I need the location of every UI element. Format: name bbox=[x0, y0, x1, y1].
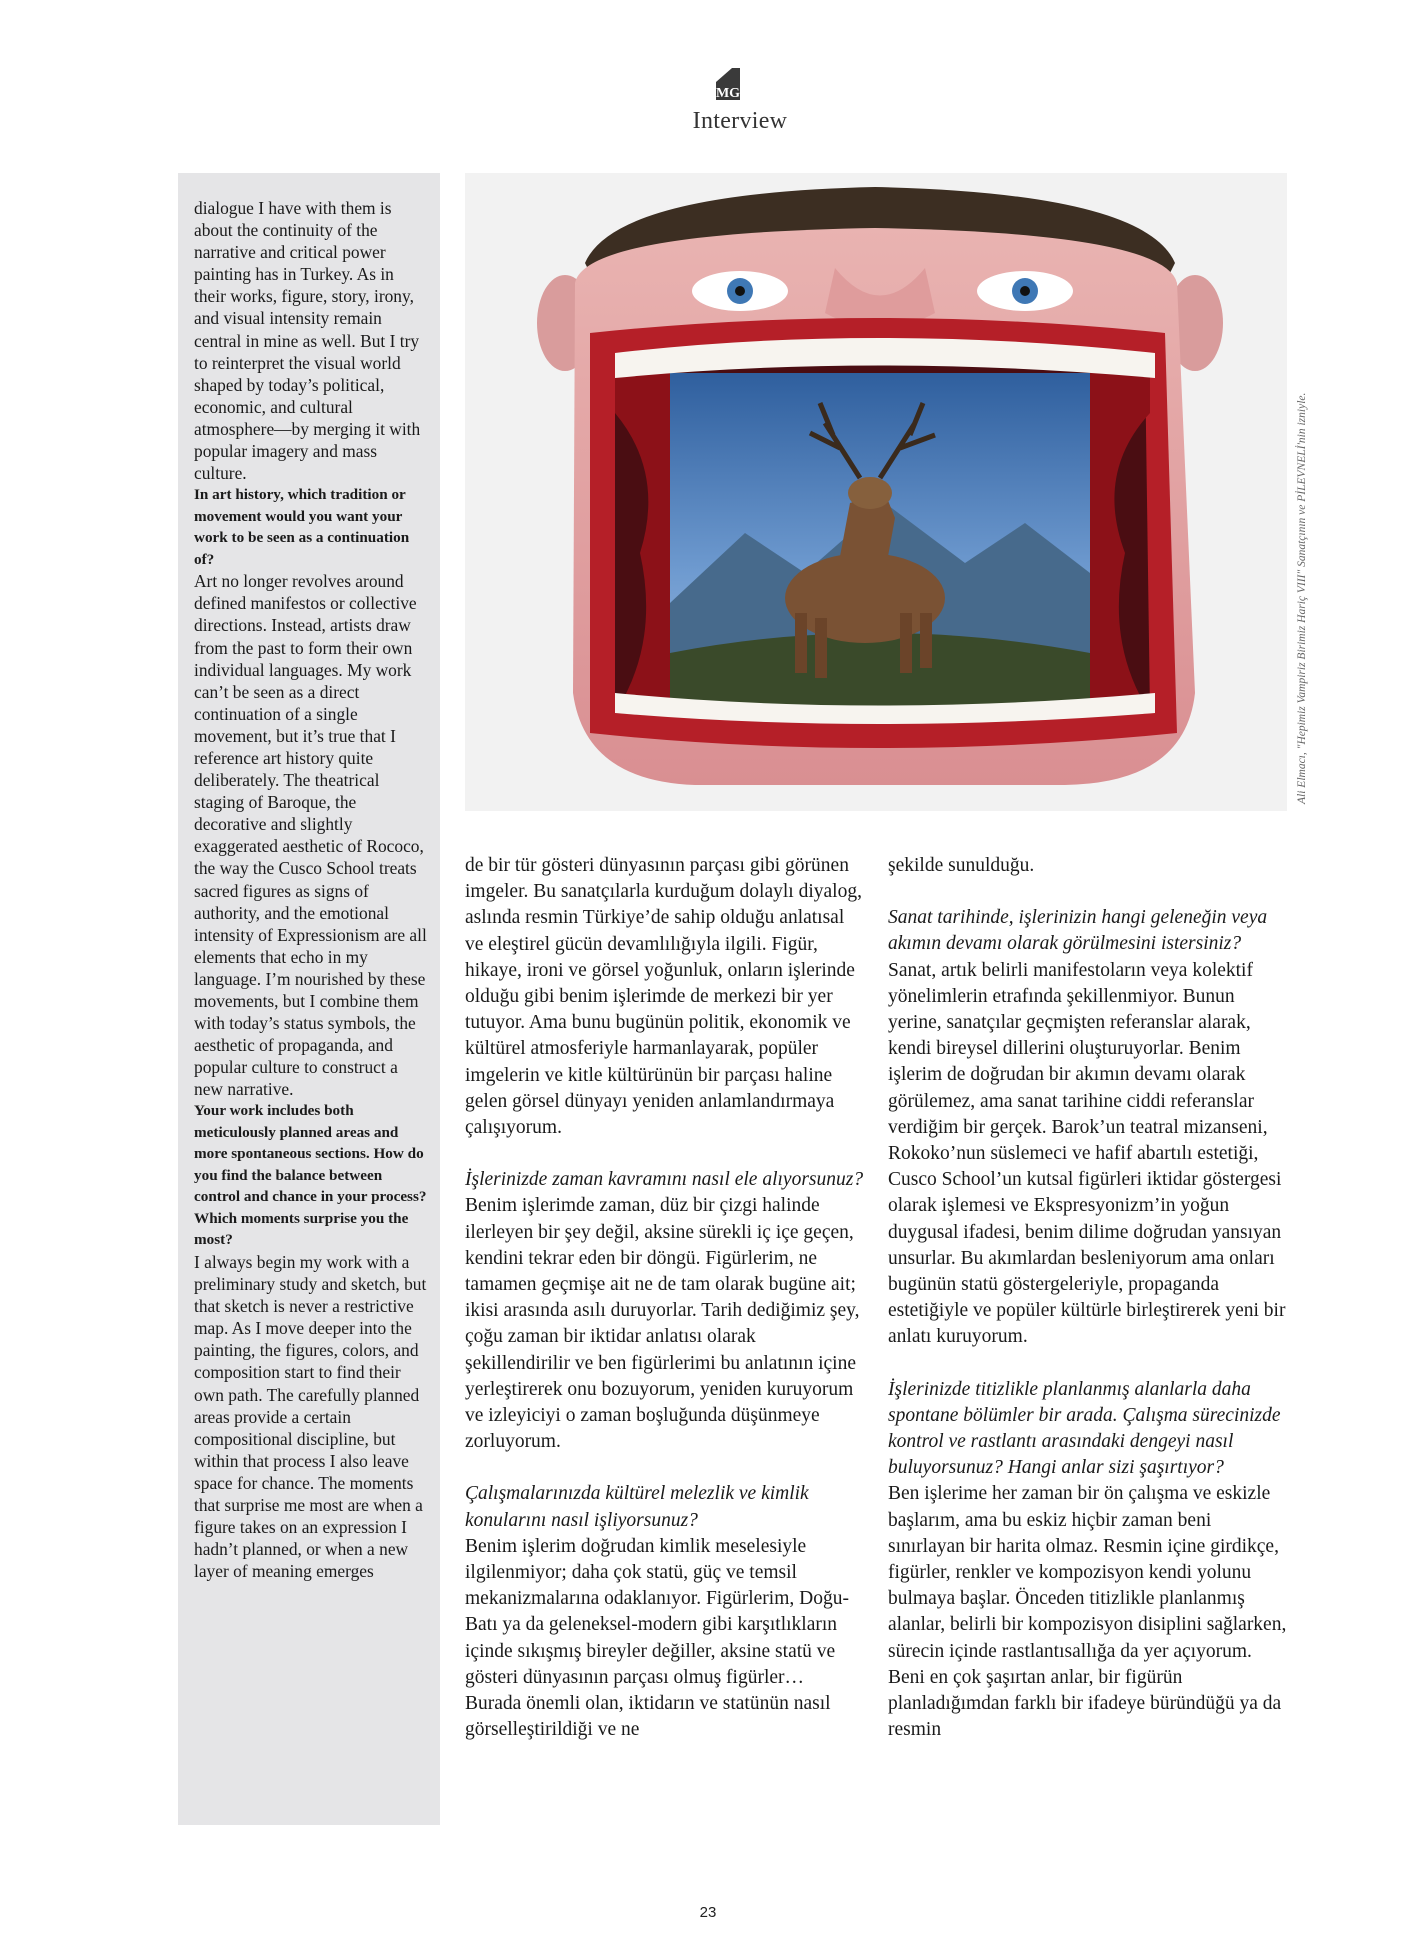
sidebar-answer: dialogue I have with them is about the continuity of the narrative and critical power painting has in Turkey. As in their works, figure, story, irony, and visual intensity remain central in mine as well. But I try to reinterpret the visual world shaped by today’s political, economic, and cultural atmosphere—by merging it with popular imagery and mass culture. bbox=[194, 198, 421, 484]
question-paragraph: Çalışmalarınızda kültürel melezlik ve kimlik konularını nasıl işliyorsunuz? bbox=[465, 1483, 809, 1531]
answer-paragraph: Benim işlerimde zaman, düz bir çizgi halinde ilerleyen bir şey değil, aksine sürekli iç içe geçen, kendini tekrar eden bir döngü. Figürlerim, ne tamamen geçmişe ait ne de tam olarak bugüne ait; ikisi arasında asılı duruyorlar. Tarih dediğimiz şey, çoğu zaman bir iktidar anlatısı olarak şekillendirilir ve ben figürlerimi bu anlatının içine yerleştirerek onu bozuyorum, yeniden kuruyorum ve izleyiciyi o zaman boşluğunda düşünmeye zorluyorum. bbox=[465, 1195, 860, 1453]
answer-paragraph: Ben işlerime her zaman bir ön çalışma ve eskizle başlarım, ama bu eskiz hiçbir zaman beni sınırlayan bir harita olmaz. Resmin içine girdikçe, figürler, renkler ve kompozisyon kendi yolunu bulmaya başlar. Önceden titizlikle planlanmış alanlar, belirli bir kompozisyon disiplini sağlarken, sürecin içinde rastlantısallığa da yer açıyorum. Beni en çok şaşırtan anlar, bir figürün planladığımdan farklı bir ifadeye büründüğü ya da resmin bbox=[888, 1483, 1287, 1741]
question-paragraph: İşlerinizde zaman kavramını nasıl ele alıyorsunuz? bbox=[465, 1169, 864, 1191]
sidebar-answer: I always begin my work with a preliminary study and sketch, but that sketch is never a restrictive map. As I move deeper into the painting, the figures, colors, and composition start to find their own path. The carefully planned areas provide a certain compositional discipline, but within that process I also leave space for chance. The moments that surprise me most are when a figure takes on an expression I hadn’t planned, or when a new layer of meaning emerges bbox=[194, 1251, 427, 1582]
sidebar-question: Your work includes both meticulously planned areas and more spontaneous sections. How do you find the balance between control and chance in your process? Which moments surprise you the most? bbox=[194, 1102, 427, 1249]
answer-paragraph: Benim işlerim doğrudan kimlik meselesiyle ilgilenmiyor; daha çok statü, güç ve temsil mekanizmalarına odaklanıyor. Figürlerim, Doğu-Batı ya da geleneksel-modern gibi karşıtlıkların içinde sıkışmış bireyler değiller, aksine statü ve gösteri dünyasının parçası olmuş figürler… Burada önemli olan, iktidarın ve statünün nasıl görselleştirildiği ve ne bbox=[465, 1535, 849, 1741]
image-credit: Ali Elmacı, "Hepimiz Vampiriz Birimiz Hariç VIII" Sanatçının ve PİLEVNELİ'nin izniyle. bbox=[1296, 392, 1308, 804]
sidebar-question: In art history, which tradition or movement would you want your work to be seen as a continuation of? bbox=[194, 486, 410, 568]
article-column-2 bbox=[888, 853, 1288, 1744]
answer-paragraph: şekilde sunulduğu. bbox=[888, 855, 1035, 876]
section-title: Interview bbox=[692, 108, 788, 134]
question-paragraph: Sanat tarihinde, işlerinizin hangi geleneğin veya akımın devamı olarak görülmesini istersiniz? bbox=[888, 907, 1268, 955]
artwork-image bbox=[465, 173, 1287, 811]
question-paragraph: İşlerinizde titizlikle planlanmış alanlarla daha spontane bölümler bir arada. Çalışma sürecinizde kontrol ve rastlantı arasındaki dengeyi nasıl buluyorsunuz? Hangi anlar sizi şaşırtıyor? bbox=[888, 1378, 1281, 1479]
mg-logo bbox=[708, 66, 748, 106]
answer-paragraph: Sanat, artık belirli manifestoların veya kolektif yönelimlerin etrafında şekillenmiyor. Bunun yerine, sanatçılar geçmişten referanslar alarak, kendi bireysel dillerini oluşturuyorlar. Benim işlerim de doğrudan bir akımın devamı olarak görülemez, ama sanat tarihine ciddi referanslar verdiğim bir gerçek. Barok’un teatral mizanseni, Rokoko’nun süslemeci ve hafif abartılı estetiği, Cusco School’un kutsal figürleri iktidar göstergesi olarak işlemesi ve Ekspresyonizm’in yoğun duygusal ifadesi, benim dilime doğrudan yansıyan unsurlar. Bu akımlardan besleniyorum ama onları bugünün statü göstergeleriyle, propaganda estetiğiyle ve popüler kültürle birleştirerek yeni bir anlatı kuruyorum. bbox=[888, 959, 1286, 1348]
logo-text: MG bbox=[715, 86, 741, 101]
sidebar-answer: Art no longer revolves around defined manifestos or collective directions. Instead, artists draw from the past to form their own individual languages. My work can’t be seen as a direct continuation of a single movement, but it’s true that I reference art history quite deliberately. The theatrical staging of Baroque, the decorative and slightly exaggerated aesthetic of Rococo, the way the Cusco School treats sacred figures as signs of authority, and the emotional intensity of Expressionism are all elements that echo in my language. I’m nourished by these movements, but I combine them with today’s status symbols, the aesthetic of propaganda, and popular culture to construct a new narrative. bbox=[194, 571, 427, 1100]
article-column-1 bbox=[465, 853, 865, 1744]
sidebar-column bbox=[178, 173, 440, 1825]
answer-paragraph: de bir tür gösteri dünyasının parçası gibi görünen imgeler. Bu sanatçılarla kurduğum dolaylı diyalog, aslında resmin Türkiye’de sahip olduğu anlatısal ve eleştirel gücün devamlılığıyla ilgili. Figür, hikaye, ironi ve görsel yoğunluk, onların işlerinde olduğu gibi benim işlerimde de merkezi bir yer tutuyor. Ama bunu bugünün politik, ekonomik ve kültürel atmosferiyle harmanlayarak, popüler imgelerin ve kitle kültürünün bir parçası haline gelen görsel dünyayı yeniden anlamlandırmaya çalışıyorum. bbox=[465, 855, 862, 1139]
page-number: 23 bbox=[699, 1904, 717, 1921]
